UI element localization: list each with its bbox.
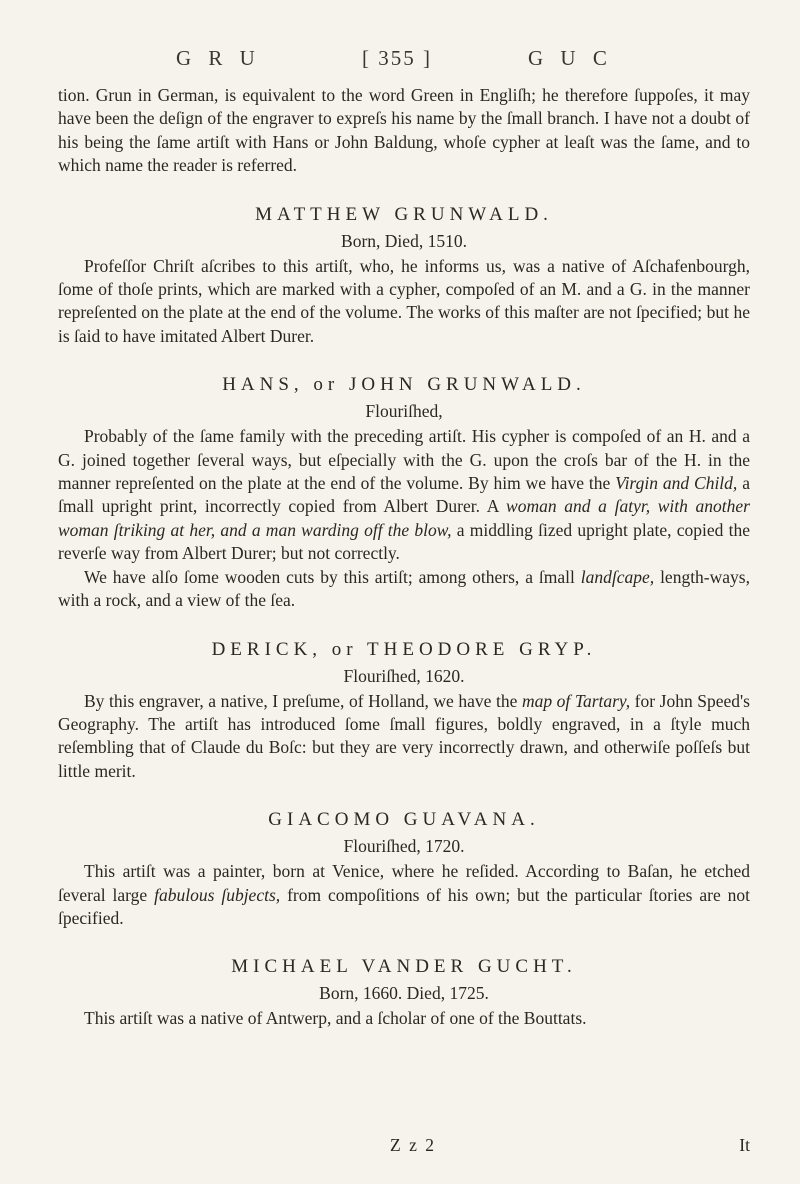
- entry-heading-vander-gucht: MICHAEL VANDER GUCHT.: [231, 956, 577, 978]
- text-run: Probably of the ſame family with the preceding artiſt. His cypher is compoſed of an H. and a G. joined together ſeveral ways, but eſpecially with the G. upon the croſs bar of the H. in the manner repreſented on the plate at the end of the volume. By him we have the: [58, 426, 750, 494]
- print-title: fabulous ſubjects,: [154, 884, 281, 905]
- print-title: landſcape,: [580, 566, 655, 587]
- entry-dates: Flouriſhed,: [365, 401, 443, 422]
- entry-text: [58, 566, 750, 613]
- print-title: Virgin and Child,: [615, 473, 738, 494]
- text-run: for John Speed's Geography. The artiſt has introduced ſome ſmall figures, boldly engraved, in a ſtyle much reſembling that of Claude du Boſc: but they are very incorrectly drawn, and otherwiſe poſſeſs but little merit.: [58, 690, 750, 781]
- entry-heading-guavana: GIACOMO GUAVANA.: [268, 809, 540, 831]
- text-run: a ſmall upright print, incorrectly copied from Albert Durer. A: [58, 473, 750, 517]
- entry-dates: Flouriſhed, 1620.: [343, 665, 465, 686]
- entry-text: [58, 860, 750, 930]
- header-left: G R U: [176, 46, 261, 70]
- page-number: [ 355 ]: [362, 46, 432, 70]
- running-header: [0, 46, 800, 76]
- entry-heading-grunwald-matthew: MATTHEW GRUNWALD.: [255, 203, 553, 225]
- entry-heading-gryp: DERICK, or THEODORE GRYP.: [211, 638, 597, 660]
- entry-text: This artiſt was a native of Antwerp, and a ſcholar of one of the Bouttats.: [84, 1008, 587, 1029]
- signature-mark: Z z 2: [390, 1135, 436, 1155]
- text-run: We have alſo ſome wooden cuts by this artiſt; among others, a ſmall: [84, 566, 581, 587]
- page-body: [58, 84, 750, 1031]
- print-title: map of Tartary,: [521, 690, 631, 711]
- entry-text: Profeſſor Chriſt aſcribes to this artiſt, who, he informs us, was a native of Aſchafenbourgh, ſome of thoſe prints, which are marked with a cypher, compoſed of an M. and a G. in the manner repreſented on the plate at the end of the volume. The works of this maſter are not ſpecified; but he is ſaid to have imitated Albert Durer.: [58, 255, 750, 346]
- text-run: By this engraver, a native, I preſume, of Holland, we have the: [84, 690, 522, 711]
- entry-dates: Born, 1660. Died, 1725.: [319, 983, 489, 1004]
- print-title: woman and a ſatyr, with another woman ſtriking at her, and a man warding off the blow,: [58, 496, 750, 540]
- entry-text: [58, 690, 750, 784]
- text-run: length-ways, with a rock, and a view of the ſea.: [58, 566, 750, 611]
- entry-heading-grunwald-hans: HANS, or JOHN GRUNWALD.: [222, 374, 586, 396]
- continued-paragraph: tion. Grun in German, is equivalent to the word Green in Engliſh; he therefore ſuppoſes, it may have been the deſign of the engraver to expreſs his name by the ſmall branch. I have not a doubt of his being the ſame artiſt with Hans or John Baldung, whoſe cypher at leaſt was the ſame, and to which name the reader is referred.: [58, 85, 750, 176]
- text-run: This artiſt was a painter, born at Venice, where he reſided. According to Baſan, he etched ſeveral large: [58, 861, 750, 905]
- catchword: It: [739, 1135, 750, 1155]
- header-right: G U C: [528, 46, 613, 70]
- entry-dates: Born, Died, 1510.: [341, 230, 467, 251]
- entry-dates: Flouriſhed, 1720.: [343, 836, 465, 857]
- text-run: from compoſitions of his own; but the particular ſtories are not ſpecified.: [58, 884, 751, 928]
- entry-text: [58, 425, 750, 565]
- text-run: a middling ſized upright plate, copied the reverſe way from Albert Durer; but not correctly.: [58, 519, 750, 564]
